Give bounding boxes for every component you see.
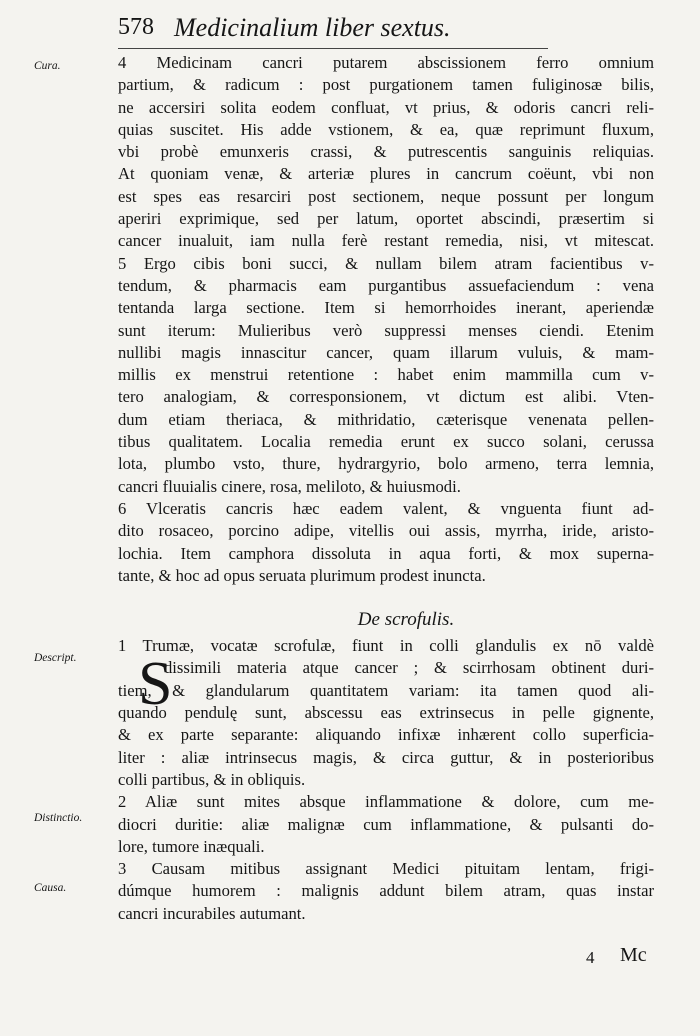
text-line: cancer inualuit, iam nulla ferè restant remedia, nisi, vt mitescat. bbox=[118, 231, 654, 251]
body-text bbox=[118, 52, 654, 925]
text-line: lore, tumore inæquali. bbox=[118, 836, 265, 856]
text-line: tante, & hoc ad opus seruata plurimum prodest inuncta. bbox=[118, 565, 486, 585]
header-rule bbox=[118, 48, 548, 49]
text-line: sunt iterum: Mulieribus verò suppressi menses ciendi. Etenim bbox=[118, 320, 654, 340]
page-number: 578 bbox=[118, 14, 154, 40]
catchword-number: 4 bbox=[586, 948, 595, 967]
text-line: tendum, & pharmacis eam purgantibus assuefaciendum : vena bbox=[118, 275, 654, 295]
text-line: lochia. Item camphora dissoluta in aqua forti, & mox superna- bbox=[118, 543, 654, 563]
text-line: aperiri exprimique, sed per latum, oportet abscindi, præsertim si bbox=[118, 209, 654, 229]
text-line: dum etiam theriaca, & mithridatio, cæterisque venenata pellen- bbox=[118, 409, 654, 429]
text-line: vbi probè emunxeris crassi, & putrescentis sanguinis reliquias. bbox=[118, 142, 654, 162]
text-line: diocri duritie: aliæ malignæ cum inflammatione, & pulsanti do- bbox=[118, 814, 654, 834]
text-line: liter : aliæ intrinsecus magis, & circa guttur, & in posterioribus bbox=[118, 747, 654, 767]
text-line: tibus qualitatem. Localia remedia erunt ex succo solani, cerussa bbox=[118, 432, 654, 452]
text-line: tentanda larga sectione. Item si hemorrhoides inerant, aperiendæ bbox=[118, 298, 654, 318]
margin-note-descript: Descript. bbox=[34, 652, 77, 664]
text-line: millis ex menstrui retentione : habet enim mammilla cum v- bbox=[118, 365, 654, 385]
drop-cap: S bbox=[138, 650, 173, 718]
text-line: 4 Medicinam cancri putarem abscissionem ferro omnium bbox=[118, 53, 654, 72]
text-line: ne accersiri solita eodem confluat, vt prius, & odoris cancri reli- bbox=[118, 97, 654, 117]
text-line: 3 Causam mitibus assignant Medici pituitam lentam, frigi- bbox=[118, 859, 654, 879]
text-line: tero analogiam, & corresponsionem, vt dictum est alibi. Vten- bbox=[118, 387, 654, 407]
text-line: cancri fluuialis cinere, rosa, meliloto, & huiusmodi. bbox=[118, 476, 461, 496]
text-line: cancri incurabiles autumant. bbox=[118, 903, 306, 923]
text-line: colli partibus, & in obliquis. bbox=[118, 769, 306, 789]
text-line: At quoniam venæ, & arteriæ plures in cancrum coëunt, vbi non bbox=[118, 164, 654, 184]
margin-note-cura: Cura. bbox=[34, 60, 61, 72]
margin-note-distinctio: Distinctio. bbox=[34, 812, 83, 824]
text-line: quando pendulę sunt, abscessu eas extrinsecus in pelle gignente, bbox=[118, 703, 654, 723]
text-line: 5 Ergo cibis boni succi, & nullam bilem atram facientibus v- bbox=[118, 253, 654, 273]
running-title: Medicinalium liber sextus. bbox=[174, 13, 451, 42]
text-line: 2 Aliæ sunt mites absque inflammatione & dolore, cum me- bbox=[118, 792, 654, 812]
text-line: partium, & radicum : post purgationem tamen fuliginosæ bilis, bbox=[118, 75, 654, 95]
catchword-word: Mc bbox=[620, 944, 647, 966]
text-line: 1 Trumæ, vocatæ scrofulæ, fiunt in colli glandulis ex nō valdè bbox=[118, 636, 654, 656]
text-line: tiem, & glandularum quantitatem variam: ita tamen quod ali- bbox=[118, 680, 654, 700]
text-line: 6 Vlceratis cancris hæc eadem valent, & vnguenta fiunt ad- bbox=[118, 498, 654, 518]
text-line: est spes eas resarciri post sectionem, neque possunt per longum bbox=[118, 186, 654, 206]
page-header bbox=[118, 14, 538, 46]
text-line: lota, plumbo vsto, thure, hydrargyrio, bolo armeno, terra lemnia, bbox=[118, 454, 654, 474]
text-line: dúmque humorem : malignis addunt bilem atram, quas instar bbox=[118, 881, 654, 901]
text-line: nullibi magis innascitur cancer, quam illarum vuluis, & mam- bbox=[118, 342, 654, 362]
text-line: dissimili materia atque cancer ; & scirrhosam obtinent duri- bbox=[164, 658, 654, 678]
section-heading: De scrofulis. bbox=[357, 609, 455, 631]
text-line: quias suscitet. His adde vstionem, & ea, quæ reprimunt fluxum, bbox=[118, 119, 654, 139]
margin-note-causa: Causa. bbox=[34, 882, 67, 894]
text-line: dito rosaceo, porcino adipe, vitellis oui assis, myrrha, iride, aristo- bbox=[118, 521, 654, 541]
text-line: & ex parte separante: aliquando infixæ inhærent collo superficia- bbox=[118, 725, 654, 745]
